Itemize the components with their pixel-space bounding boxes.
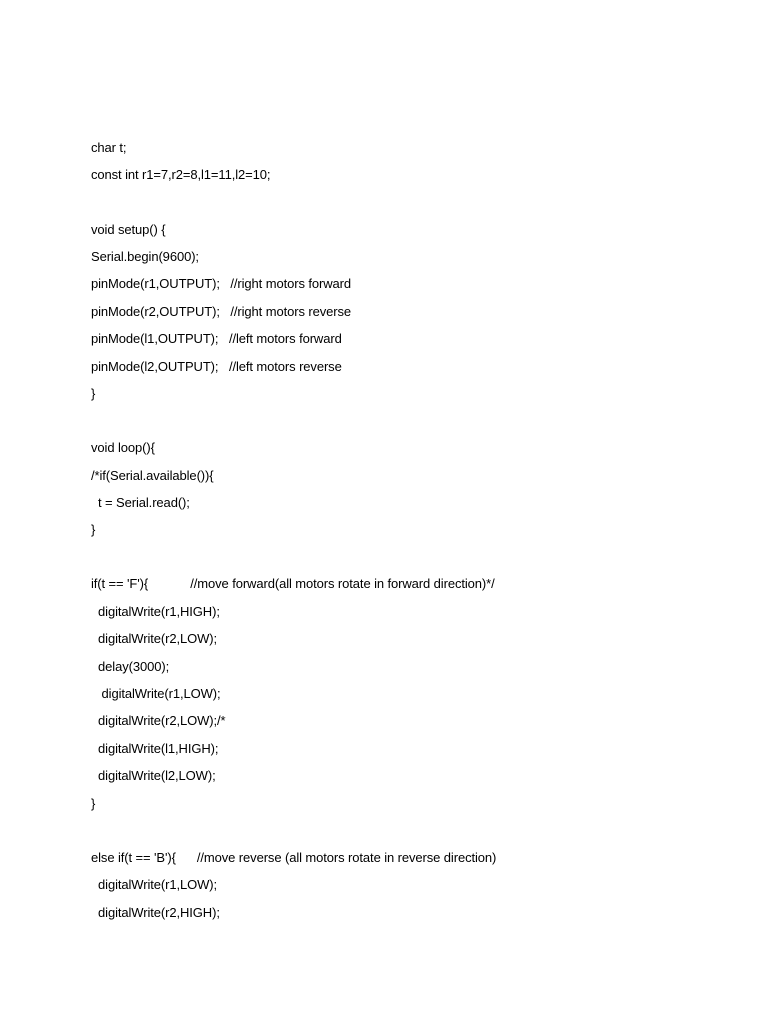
code-line: char t; [91, 140, 127, 155]
code-line: pinMode(r2,OUTPUT); //right motors reverse [91, 303, 351, 319]
code-line: void setup() { [91, 221, 166, 237]
code-line: digitalWrite(r2,LOW); [91, 631, 218, 647]
code-line: digitalWrite(r2,HIGH); [91, 904, 220, 920]
code-line: } [91, 795, 96, 811]
code-line: digitalWrite(r2,LOW);/* [91, 713, 226, 729]
code-line: else if(t == 'B'){ //move reverse (all motors rotate in reverse direction) [91, 849, 497, 865]
blank-line [91, 821, 751, 848]
blank-line [91, 193, 751, 220]
code-line: pinMode(l1,OUTPUT); //left motors forward [91, 331, 342, 347]
code-line: pinMode(r1,OUTPUT); //right motors forward [91, 276, 351, 292]
code-line: digitalWrite(r1,LOW); [91, 686, 221, 702]
code-line: const int r1=7,r2=8,l1=11,l2=10; [91, 167, 271, 183]
code-line: } [91, 522, 96, 538]
blank-line [91, 548, 751, 575]
code-line: digitalWrite(l2,LOW); [91, 768, 216, 784]
code-line: t = Serial.read(); [91, 494, 190, 510]
code-line: void loop(){ [91, 440, 155, 456]
code-line: digitalWrite(r1,HIGH); [91, 603, 220, 619]
code-line: Serial.begin(9600); [91, 248, 199, 264]
code-line: pinMode(l2,OUTPUT); //left motors reverse [91, 358, 342, 374]
code-line: } [91, 385, 96, 401]
blank-line [91, 411, 751, 438]
code-line: /*if(Serial.available()){ [91, 467, 214, 483]
code-line: delay(3000); [91, 658, 170, 674]
code-line: if(t == 'F'){ //move forward(all motors rotate in forward direction)*/ [91, 576, 495, 592]
code-line: digitalWrite(l1,HIGH); [91, 740, 219, 756]
code-listing [91, 138, 751, 930]
code-line: digitalWrite(r1,LOW); [91, 877, 218, 893]
